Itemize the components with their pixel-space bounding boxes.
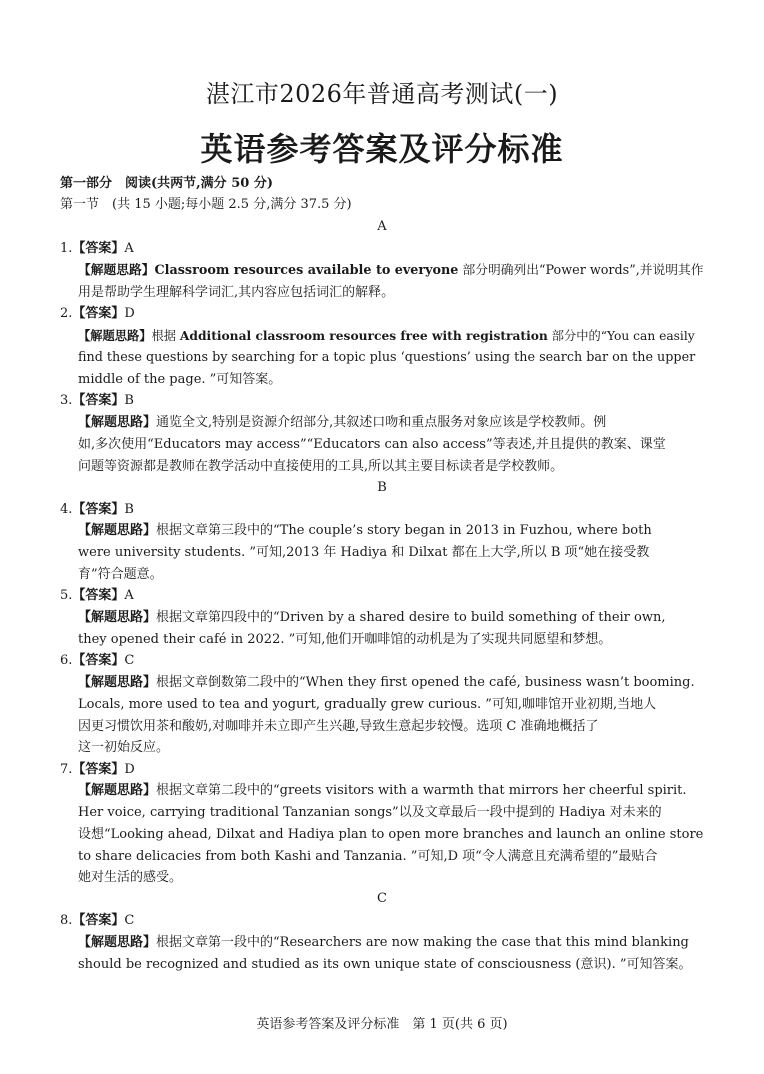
- q4-answer-line: [60, 501, 134, 519]
- thinking-label: 【解题思路】: [78, 263, 155, 278]
- q7-explanation-line-2: Her voice, carrying traditional Tanzanian songs”以及文章最后一段中提到的 Hadiya 对未来的: [78, 805, 662, 820]
- answer-label: 【答案】: [72, 913, 125, 928]
- q4-explanation-line-1: [78, 522, 652, 540]
- q2-explanation-line-2: find these questions by searching for a topic plus ‘questions’ using the search bar on the upper: [78, 350, 696, 365]
- q4-answer: B: [124, 502, 134, 517]
- q7-explanation-line-1: [78, 782, 687, 800]
- q8-answer-line: [60, 912, 134, 930]
- q1-number: 1.: [60, 241, 73, 256]
- q5-text: 根据文章第四段中的“Driven by a shared desire to build something of their own,: [156, 610, 666, 625]
- q3-answer-line: [60, 392, 134, 410]
- q3-text: 通览全文,特别是资源介绍部分,其叙述口吻和重点服务对象应该是学校教师。例: [156, 415, 607, 430]
- thinking-label: 【解题思路】: [78, 935, 157, 950]
- q1-explanation-line-2: 用是帮助学生理解科学词汇,其内容应包括词汇的解释。: [78, 285, 395, 300]
- q5-number: 5.: [60, 588, 73, 603]
- q2-answer-line: [60, 305, 135, 323]
- q2-explanation-line-3: middle of the page. ”可知答案。: [78, 372, 282, 387]
- q1-text: 部分明确列出“Power words”,并说明其作: [458, 263, 704, 278]
- q6-answer: C: [124, 653, 135, 668]
- answer-label: 【答案】: [72, 653, 125, 668]
- q2-explanation-line-1: [78, 327, 695, 345]
- q6-explanation-line-4: 这一初始反应。: [78, 740, 170, 755]
- q5-answer: A: [124, 588, 134, 603]
- q5-answer-line: [60, 587, 134, 605]
- passage-label-a: A: [377, 219, 387, 234]
- q2-bold-ref: Additional classroom resources free with registration: [179, 328, 548, 343]
- q4-explanation-line-3: 育”符合题意。: [78, 567, 163, 582]
- q3-explanation-line-2: 如,多次使用“Educators may access”“Educators can also access”等表述,并且提供的教案、课堂: [78, 437, 666, 452]
- document-title: 英语参考答案及评分标准: [200, 130, 564, 168]
- thinking-label: 【解题思路】: [78, 783, 157, 798]
- passage-label-c: C: [377, 891, 387, 906]
- q3-answer: B: [124, 393, 134, 408]
- q2-number: 2.: [60, 306, 73, 321]
- answer-label: 【答案】: [72, 502, 125, 517]
- answer-label: 【答案】: [72, 393, 125, 408]
- q7-text: 根据文章第二段中的“greets visitors with a warmth that mirrors her cheerful spirit.: [156, 783, 687, 798]
- answer-label: 【答案】: [72, 762, 125, 777]
- section-heading: 第一节 (共 15 小题;每小题 2.5 分,满分 37.5 分): [60, 197, 352, 212]
- thinking-label: 【解题思路】: [78, 415, 157, 430]
- q6-text: 根据文章倒数第二段中的“When they first opened the café, business wasn’t booming.: [156, 675, 695, 690]
- q1-bold-ref: Classroom resources available to everyone: [154, 263, 459, 278]
- q1-explanation-line-1: [78, 262, 704, 280]
- page-footer: 英语参考答案及评分标准 第 1 页(共 6 页): [256, 1017, 508, 1032]
- answer-label: 【答案】: [72, 241, 125, 256]
- q5-explanation-line-2: they opened their café in 2022. ”可知,他们开咖啡馆的动机是为了实现共同愿望和梦想。: [78, 632, 612, 647]
- q1-answer: A: [124, 241, 134, 256]
- part-heading: 第一部分 阅读(共两节,满分 50 分): [60, 176, 273, 191]
- q1-answer-line: [60, 240, 134, 258]
- thinking-label: 【解题思路】: [78, 328, 152, 343]
- q7-explanation-line-3: 设想“Looking ahead, Dilxat and Hadiya plan to open more branches and launch an online store: [78, 827, 704, 842]
- q2-text: 部分中的“You can easily: [547, 329, 695, 343]
- q5-explanation-line-1: [78, 609, 666, 627]
- q3-explanation-line-3: 问题等资源都是教师在教学活动中直接使用的工具,所以其主要目标读者是学校教师。: [78, 459, 564, 474]
- q3-explanation-line-1: [78, 414, 606, 432]
- q8-number: 8.: [60, 913, 73, 928]
- q7-answer-line: [60, 761, 135, 779]
- q8-text: 根据文章第一段中的“Researchers are now making the case that this mind blanking: [156, 935, 689, 950]
- q6-explanation-line-1: [78, 674, 695, 692]
- q6-answer-line: [60, 652, 134, 670]
- q8-explanation-line-1: [78, 934, 689, 952]
- answer-label: 【答案】: [72, 306, 125, 321]
- q7-explanation-line-5: 她对生活的感受。: [78, 870, 183, 885]
- q2-text-pre: 根据: [151, 329, 180, 343]
- q8-answer: C: [124, 913, 135, 928]
- q6-explanation-line-2: Locals, more used to tea and yogurt, gradually grew curious. ”可知,咖啡馆开业初期,当地人: [78, 697, 657, 712]
- exam-title: 湛江市2026年普通高考测试(一): [205, 80, 559, 108]
- thinking-label: 【解题思路】: [78, 675, 157, 690]
- q4-text: 根据文章第三段中的“The couple’s story began in 2013 in Fuzhou, where both: [156, 523, 652, 538]
- q2-answer: D: [124, 306, 135, 321]
- q4-number: 4.: [60, 502, 73, 517]
- q4-explanation-line-2: were university students. ”可知,2013 年 Hadiya 和 Dilxat 都在上大学,所以 B 项“她在接受教: [78, 545, 650, 560]
- q6-number: 6.: [60, 653, 73, 668]
- q6-explanation-line-3: 因更习惯饮用茶和酸奶,对咖啡并未立即产生兴趣,导致生意起步较慢。选项 C 准确地概括了: [78, 719, 599, 734]
- thinking-label: 【解题思路】: [78, 523, 157, 538]
- q8-explanation-line-2: should be recognized and studied as its own unique state of consciousness (意识). ”可知答案。: [78, 957, 692, 972]
- thinking-label: 【解题思路】: [78, 610, 157, 625]
- q7-number: 7.: [60, 762, 73, 777]
- q7-explanation-line-4: to share delicacies from both Kashi and Tanzania. ”可知,D 项“令人满意且充满希望的”最贴合: [78, 849, 658, 864]
- q3-number: 3.: [60, 393, 73, 408]
- answer-label: 【答案】: [72, 588, 125, 603]
- q7-answer: D: [124, 762, 135, 777]
- passage-label-b: B: [377, 480, 387, 495]
